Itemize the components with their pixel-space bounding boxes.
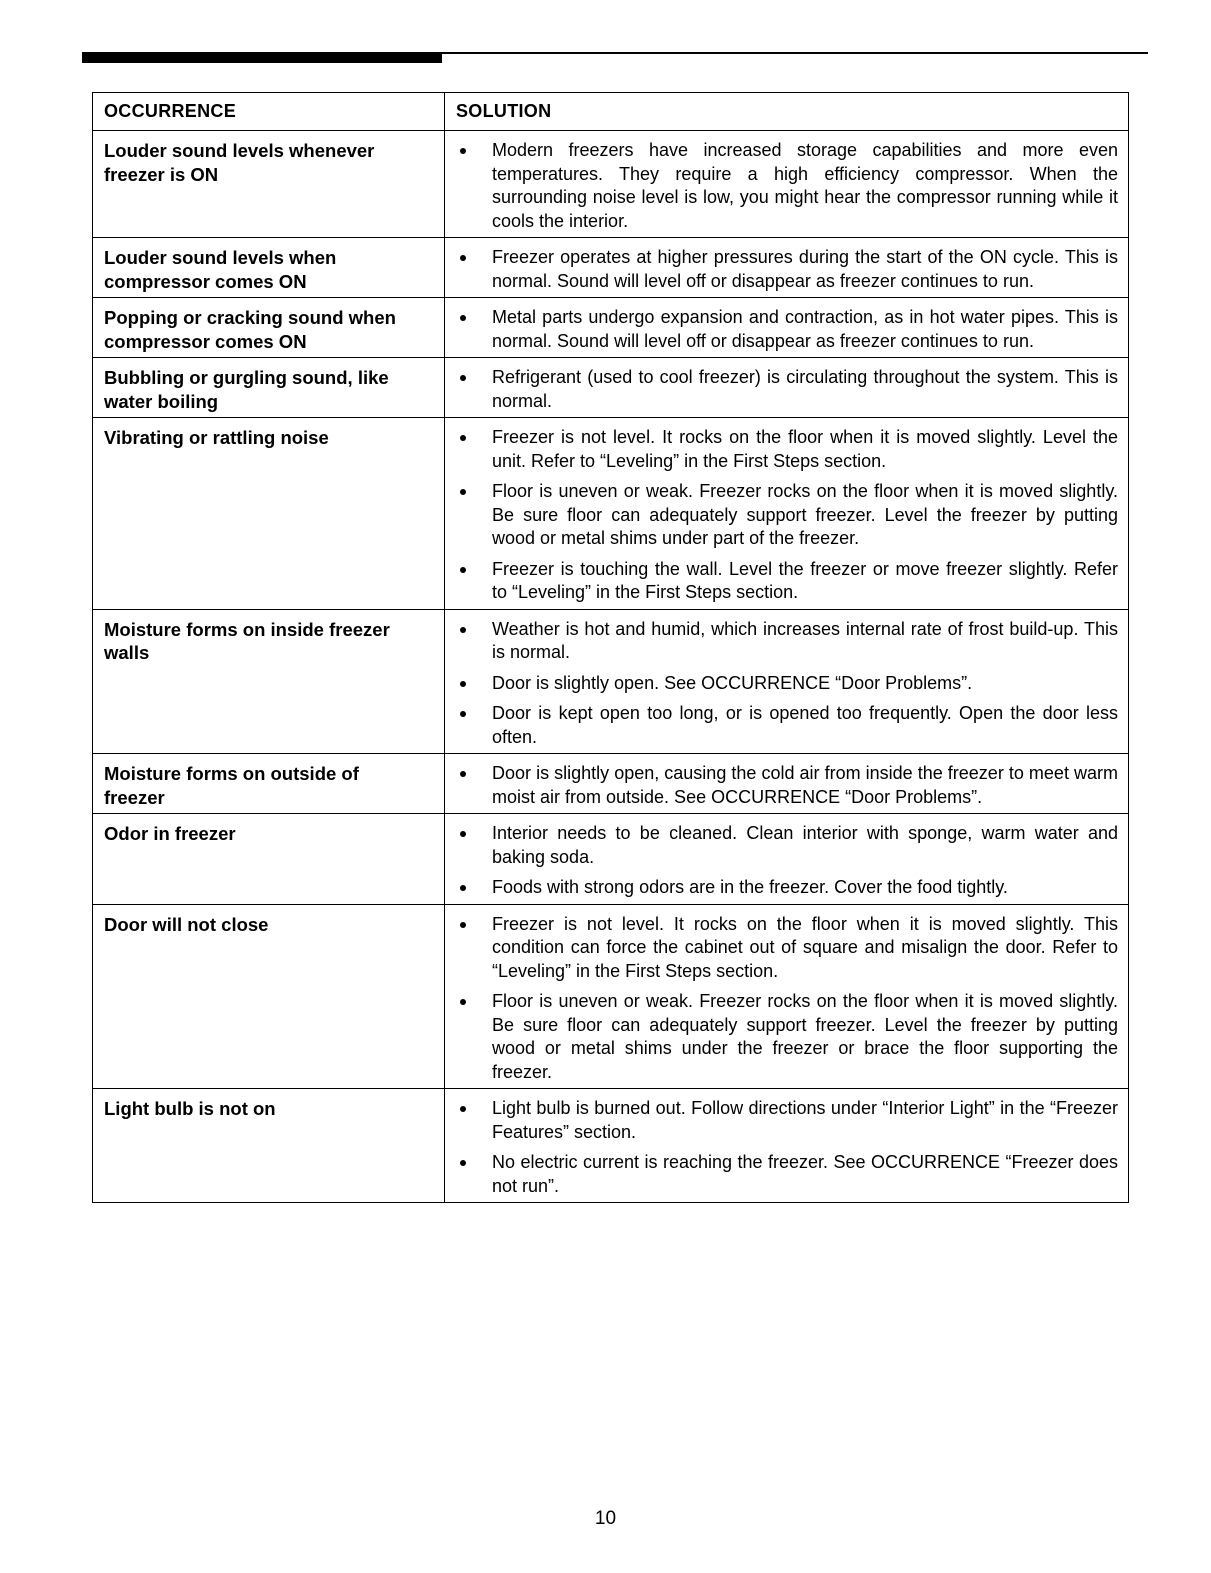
solution-item <box>455 762 1118 809</box>
table-header-row <box>93 93 1129 131</box>
solution-list <box>455 1097 1118 1198</box>
bullet-icon <box>460 771 466 777</box>
solution-list <box>455 366 1118 413</box>
solution-text: Weather is hot and humid, which increases internal rate of frost build-up. This is normal. <box>492 618 1118 662</box>
solution-list <box>455 618 1118 750</box>
solution-item <box>455 990 1118 1084</box>
solution-text: Floor is uneven or weak. Freezer rocks on the floor when it is moved slightly. Be sure floor can adequately support freezer. Level the freezer by putting wood or metal shims under part of the freezer. <box>492 481 1118 548</box>
solution-text: Floor is uneven or weak. Freezer rocks on the floor when it is moved slightly. Be sure floor can adequately support freezer. Level the freezer by putting wood or metal shims under the freezer or brace the floor supporting the freezer. <box>492 991 1118 1082</box>
table-row <box>93 1089 1129 1203</box>
solution-cell <box>445 358 1129 418</box>
solution-text: No electric current is reaching the freezer. See OCCURRENCE “Freezer does not run”. <box>492 1152 1118 1196</box>
solution-text: Foods with strong odors are in the freezer. Cover the food tightly. <box>492 877 1008 897</box>
solution-item <box>455 672 1118 696</box>
table-row <box>93 754 1129 814</box>
solution-item <box>455 876 1118 900</box>
bullet-icon <box>460 375 466 381</box>
solution-cell <box>445 238 1129 298</box>
occurrence-cell: Popping or cracking sound when compressor comes ON <box>93 298 445 358</box>
bullet-icon <box>460 681 466 687</box>
solution-list <box>455 913 1118 1085</box>
solution-text: Freezer is touching the wall. Level the freezer or move freezer slightly. Refer to “Leveling” in the First Steps section. <box>492 558 1118 602</box>
table-row <box>93 131 1129 238</box>
page-number: 10 <box>594 1508 617 1529</box>
bullet-icon <box>460 627 466 633</box>
solution-cell <box>445 814 1129 905</box>
solution-item <box>455 139 1118 233</box>
bullet-icon <box>460 435 466 441</box>
solution-text: Modern freezers have increased storage capabilities and more even temperatures. They require a high efficiency compressor. When the surrounding noise level is low, you might hear the compressor running while it cools the interior. <box>492 140 1118 231</box>
occurrence-cell: Vibrating or rattling noise <box>93 418 445 610</box>
table-row <box>93 238 1129 298</box>
bullet-icon <box>460 489 466 495</box>
solution-text: Door is slightly open, causing the cold air from inside the freezer to meet warm moist air from outside. See OCCURRENCE “Door Problems”. <box>492 763 1118 807</box>
bullet-icon <box>460 922 466 928</box>
occurrence-cell: Louder sound levels when compressor comes ON <box>93 238 445 298</box>
solution-item <box>455 426 1118 473</box>
header-rule-bar <box>82 52 442 63</box>
solution-text: Metal parts undergo expansion and contraction, as in hot water pipes. This is normal. Sound will level off or disappear as freezer continues to run. <box>492 307 1118 351</box>
solution-item <box>455 618 1118 665</box>
solution-item <box>455 246 1118 293</box>
bullet-icon <box>460 148 466 154</box>
solution-text: Refrigerant (used to cool freezer) is circulating throughout the system. This is normal. <box>492 367 1118 411</box>
bullet-icon <box>460 1106 466 1112</box>
occurrence-cell: Moisture forms on inside freezer walls <box>93 609 445 754</box>
solution-cell <box>445 1089 1129 1203</box>
solution-item <box>455 822 1118 869</box>
solution-text: Freezer is not level. It rocks on the floor when it is moved slightly. Level the unit. Refer to “Leveling” in the First Steps section. <box>492 427 1118 471</box>
bullet-icon <box>460 1160 466 1166</box>
bullet-icon <box>460 255 466 261</box>
table-row <box>93 358 1129 418</box>
solution-text: Door is slightly open. See OCCURRENCE “Door Problems”. <box>492 672 973 693</box>
table-row <box>93 609 1129 754</box>
solution-item <box>455 306 1118 353</box>
solution-list <box>455 822 1118 900</box>
occurrence-cell: Moisture forms on outside of freezer <box>93 754 445 814</box>
solution-cell <box>445 298 1129 358</box>
occurrence-column-header: OCCURRENCE <box>93 93 445 131</box>
bullet-icon <box>460 315 466 321</box>
solution-list <box>455 762 1118 809</box>
bullet-icon <box>460 831 466 837</box>
solution-cell <box>445 131 1129 238</box>
occurrence-cell: Louder sound levels whenever freezer is ON <box>93 131 445 238</box>
solution-item <box>455 702 1118 749</box>
occurrence-cell: Odor in freezer <box>93 814 445 905</box>
solution-text: Door is kept open too long, or is opened too frequently. Open the door less often. <box>492 703 1118 747</box>
solution-item <box>455 558 1118 605</box>
solution-list <box>455 246 1118 293</box>
solution-cell <box>445 904 1129 1089</box>
solution-list <box>455 306 1118 353</box>
table-row <box>93 814 1129 905</box>
solution-cell <box>445 418 1129 610</box>
table-row <box>93 298 1129 358</box>
solution-text: Light bulb is burned out. Follow directions under “Interior Light” in the “Freezer Features” section. <box>492 1098 1118 1142</box>
occurrence-cell: Bubbling or gurgling sound, like water boiling <box>93 358 445 418</box>
solution-item <box>455 913 1118 984</box>
solution-text: Freezer operates at higher pressures during the start of the ON cycle. This is normal. Sound will level off or disappear as freezer continues to run. <box>492 247 1118 291</box>
bullet-icon <box>460 885 466 891</box>
solution-text: Interior needs to be cleaned. Clean interior with sponge, warm water and baking soda. <box>492 823 1118 867</box>
table-row <box>93 904 1129 1089</box>
table-row <box>93 418 1129 610</box>
solution-list <box>455 426 1118 605</box>
occurrence-cell: Door will not close <box>93 904 445 1089</box>
solution-list <box>455 139 1118 233</box>
solution-item <box>455 1151 1118 1198</box>
solution-cell <box>445 609 1129 754</box>
solution-item <box>455 366 1118 413</box>
bullet-icon <box>460 567 466 573</box>
occurrence-cell: Light bulb is not on <box>93 1089 445 1203</box>
troubleshooting-table <box>92 92 1129 1203</box>
solution-column-header: SOLUTION <box>445 93 1129 131</box>
solution-item <box>455 1097 1118 1144</box>
bullet-icon <box>460 711 466 717</box>
solution-item <box>455 480 1118 551</box>
solution-text: Freezer is not level. It rocks on the floor when it is moved slightly. This condition can force the cabinet out of square and misalign the door. Refer to “Leveling” in the First Steps section. <box>492 913 1118 981</box>
solution-cell <box>445 754 1129 814</box>
bullet-icon <box>460 999 466 1005</box>
